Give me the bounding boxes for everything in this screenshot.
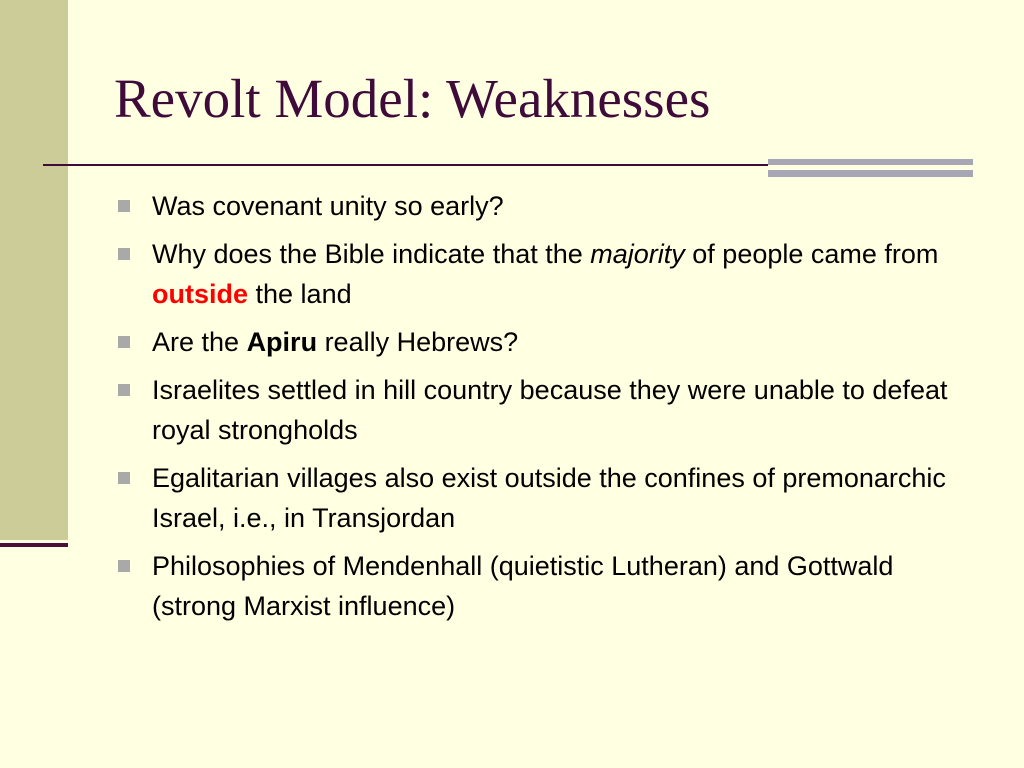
bullet-text-segment: of people came from: [684, 239, 939, 269]
bullet-item: [115, 458, 965, 538]
bullet-text-segment: Israelites settled in hill country because they were unable to defeat royal strongholds: [152, 375, 948, 445]
bullet-text: [152, 327, 518, 357]
bullet-text-segment: Egalitarian villages also exist outside the confines of premonarchic Israel, i.e., in Transjordan: [152, 463, 946, 533]
accent-bar-bottom: [768, 170, 973, 177]
bullet-text: [152, 191, 504, 221]
square-bullet-icon: [118, 248, 130, 260]
square-bullet-icon: [118, 560, 130, 572]
bullet-item: [115, 370, 965, 450]
bullet-text: [152, 375, 947, 445]
bullet-text-segment: Are the: [152, 327, 247, 357]
bullet-text: [152, 463, 946, 533]
bullet-text-segment: Why does the Bible indicate that the: [152, 239, 591, 269]
bullet-text: [152, 239, 938, 309]
square-bullet-icon: [118, 336, 130, 348]
bullet-item: [115, 322, 965, 362]
left-decorative-band: [0, 0, 68, 540]
bullet-text-segment: majority: [590, 239, 685, 269]
square-bullet-icon: [118, 472, 130, 484]
bullet-item: [115, 546, 965, 626]
bullet-list: [115, 186, 965, 634]
slide-title: Revolt Model: Weaknesses: [114, 68, 711, 129]
bullet-text-segment: the land: [248, 279, 352, 309]
bullet-item: [115, 186, 965, 226]
square-bullet-icon: [118, 384, 130, 396]
square-bullet-icon: [118, 200, 130, 212]
bullet-text-segment: outside: [152, 279, 249, 309]
bullet-text-segment: Apiru: [246, 327, 318, 357]
left-band-underline: [0, 543, 68, 547]
bullet-text-segment: Philosophies of Mendenhall (quietistic Lutheran) and Gottwald (strong Marxist influence): [152, 551, 894, 621]
bullet-text: [152, 551, 893, 621]
bullet-item: [115, 234, 965, 314]
accent-bar-top: [768, 159, 973, 165]
title-divider-rule: [43, 164, 768, 166]
bullet-text-segment: really Hebrews?: [317, 327, 519, 357]
bullet-text-segment: Was covenant unity so early?: [152, 191, 504, 221]
